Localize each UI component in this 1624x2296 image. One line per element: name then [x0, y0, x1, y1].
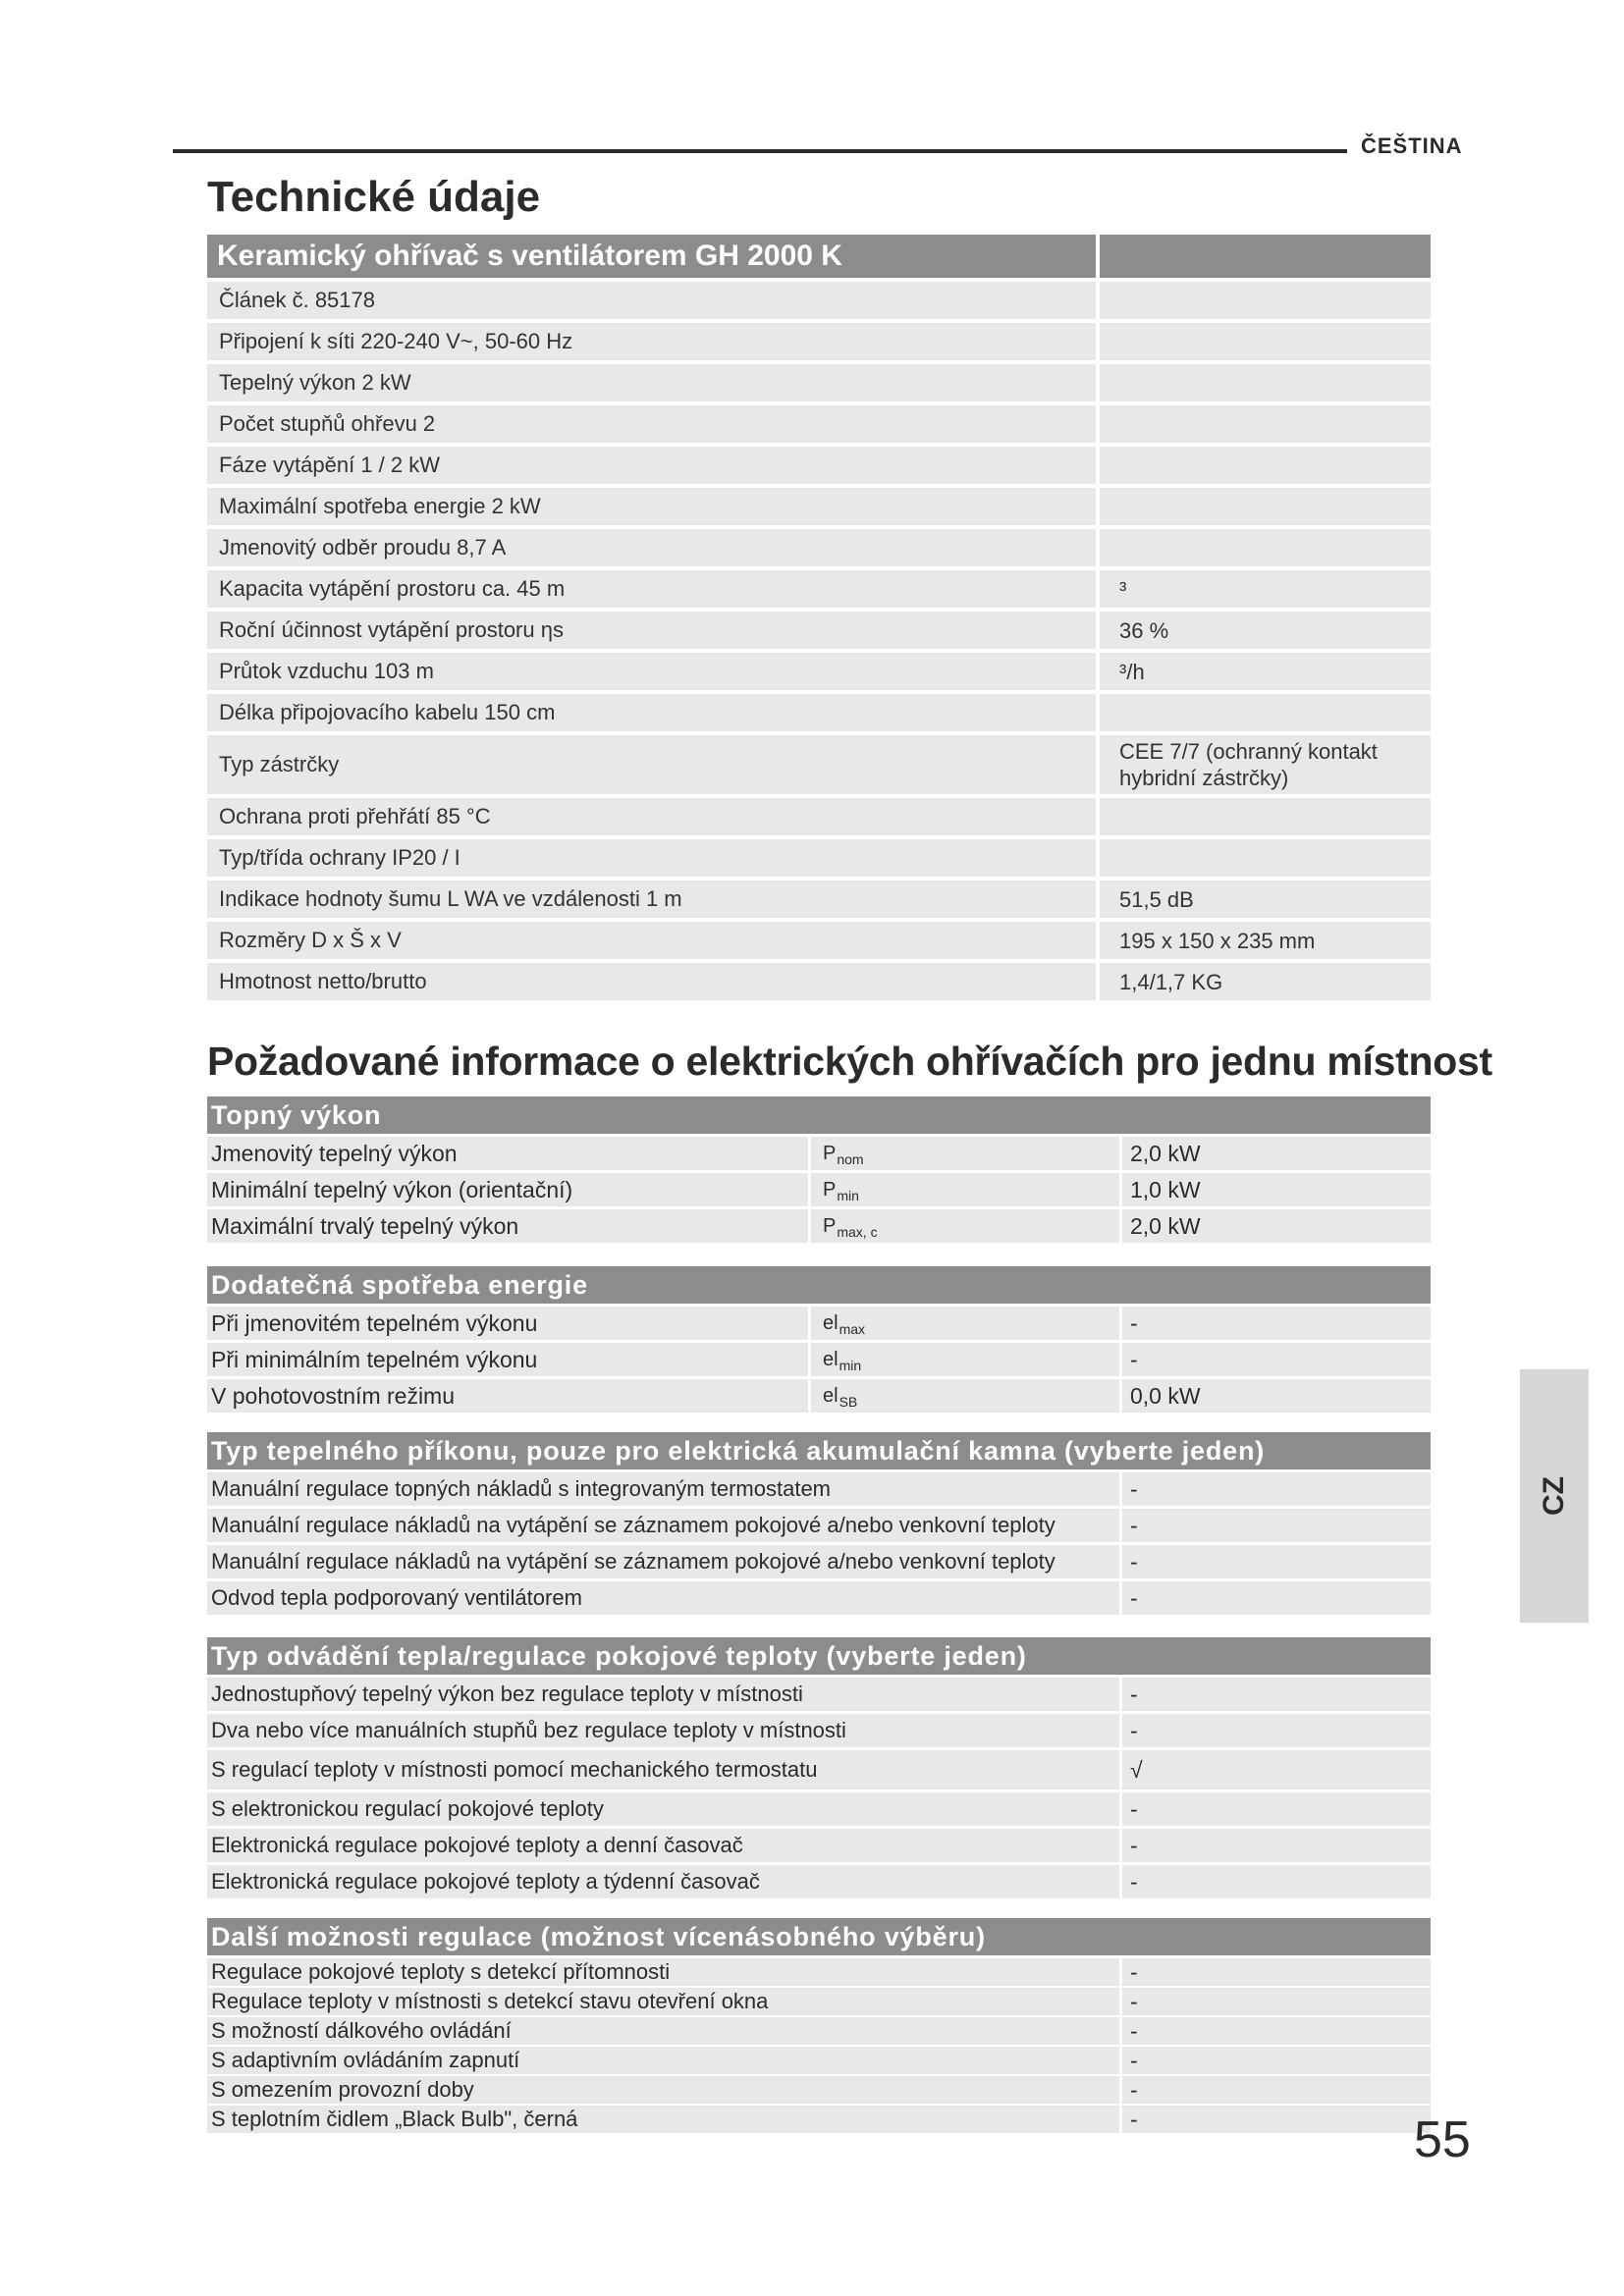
spec-value [1100, 488, 1431, 525]
spec-value [1100, 364, 1431, 401]
symbol-subscript: max [839, 1321, 866, 1337]
row-label: Při jmenovitém tepelném výkonu [207, 1307, 808, 1340]
table-row [207, 570, 1431, 608]
table-row [207, 1379, 1431, 1413]
row-label: Elektronická regulace pokojové teploty a denní časovač [207, 1829, 1119, 1862]
spec-value [1100, 405, 1431, 443]
table-row [207, 1343, 1431, 1376]
spec-label: Počet stupňů ohřevu 2 [207, 405, 1096, 443]
spec-value: 51,5 dB [1100, 881, 1431, 918]
other-options-title: Další možnosti regulace (možnost vícenásobného výběru) [207, 1918, 1431, 1955]
symbol-main: P [823, 1178, 837, 1201]
row-value: - [1122, 2047, 1431, 2074]
row-symbol [811, 1379, 1119, 1413]
table-row [207, 922, 1431, 959]
row-label: Maximální trvalý tepelný výkon [207, 1209, 808, 1243]
row-label: S teplotním čidlem „Black Bulb", černá [207, 2106, 1119, 2133]
spec-label: Hmotnost netto/brutto [207, 963, 1096, 1000]
row-label: Dva nebo více manuálních stupňů bez regulace teploty v místnosti [207, 1714, 1119, 1747]
table-row [207, 1545, 1431, 1578]
spec-value [1100, 447, 1431, 484]
row-value: - [1122, 2017, 1431, 2045]
table-row [207, 2076, 1431, 2104]
symbol-main: P [823, 1142, 837, 1164]
table-row [207, 881, 1431, 918]
spec-label: Jmenovitý odběr proudu 8,7 A [207, 529, 1096, 566]
spec-value: ³/h [1100, 653, 1431, 690]
section-title-erp: Požadované informace o elektrických ohřívačích pro jednu místnost [207, 1039, 1492, 1084]
table-row [207, 1307, 1431, 1340]
row-symbol [811, 1137, 1119, 1170]
aux-consumption-table [207, 1266, 1431, 1415]
spec-label: Připojení k síti 220-240 V~, 50-60 Hz [207, 323, 1096, 360]
row-value: 1,0 kW [1122, 1173, 1431, 1206]
spec-label: Délka připojovacího kabelu 150 cm [207, 694, 1096, 731]
spec-label: Článek č. 85178 [207, 282, 1096, 319]
temp-control-table [207, 1637, 1431, 1901]
technical-table-header [207, 235, 1431, 278]
table-row [207, 282, 1431, 319]
heat-input-table [207, 1432, 1431, 1618]
spec-label: Fáze vytápění 1 / 2 kW [207, 447, 1096, 484]
table-row [207, 798, 1431, 835]
table-row [207, 653, 1431, 690]
row-label: Při minimálním tepelném výkonu [207, 1343, 808, 1376]
table-row [207, 1714, 1431, 1747]
spec-label: Kapacita vytápění prostoru ca. 45 m [207, 570, 1096, 608]
row-symbol [811, 1307, 1119, 1340]
row-symbol [811, 1209, 1119, 1243]
spec-value: 1,4/1,7 KG [1100, 963, 1431, 1000]
spec-value [1100, 798, 1431, 835]
table-row [207, 323, 1431, 360]
other-options-table [207, 1918, 1431, 2135]
row-value: - [1122, 1988, 1431, 2015]
row-value: - [1122, 1678, 1431, 1711]
spec-value: 36 % [1100, 612, 1431, 649]
row-label: Manuální regulace nákladů na vytápění se záznamem pokojové a/nebo venkovní teploty [207, 1509, 1119, 1542]
heating-output-title: Topný výkon [207, 1096, 1431, 1134]
row-value: 2,0 kW [1122, 1209, 1431, 1243]
spec-value [1100, 694, 1431, 731]
row-value: - [1122, 1307, 1431, 1340]
row-label: S možností dálkového ovládání [207, 2017, 1119, 2045]
table-row [207, 1472, 1431, 1506]
table-row [207, 488, 1431, 525]
table-row [207, 364, 1431, 401]
row-label: Jmenovitý tepelný výkon [207, 1137, 808, 1170]
table-row [207, 529, 1431, 566]
row-label: S elektronickou regulací pokojové teploty [207, 1792, 1119, 1826]
row-label: V pohotovostním režimu [207, 1379, 808, 1413]
spec-value: CEE 7/7 (ochranný kontakt hybridní zástrčky) [1100, 735, 1431, 794]
row-value: 2,0 kW [1122, 1137, 1431, 1170]
table-row [207, 1509, 1431, 1542]
spec-label: Průtok vzduchu 103 m [207, 653, 1096, 690]
row-label: S omezením provozní doby [207, 2076, 1119, 2104]
spec-label: Roční účinnost vytápění prostoru ηs [207, 612, 1096, 649]
spec-label: Indikace hodnoty šumu L WA ve vzdálenosti 1 m [207, 881, 1096, 918]
row-value: - [1122, 1545, 1431, 1578]
symbol-main: el [823, 1384, 839, 1407]
spec-label: Typ zástrčky [207, 735, 1096, 794]
temp-control-title: Typ odvádění tepla/regulace pokojové teploty (vyberte jeden) [207, 1637, 1431, 1675]
symbol-subscript: min [837, 1188, 859, 1203]
row-value: 0,0 kW [1122, 1379, 1431, 1413]
row-value: - [1122, 1792, 1431, 1826]
table-row [207, 1865, 1431, 1898]
language-label: ČEŠTINA [1361, 133, 1463, 158]
table-row [207, 447, 1431, 484]
section-title-technical: Technické údaje [207, 173, 541, 221]
heating-output-table [207, 1096, 1431, 1246]
table-row [207, 1792, 1431, 1826]
spec-label: Ochrana proti přehřátí 85 °C [207, 798, 1096, 835]
spec-value [1100, 323, 1431, 360]
header-rule [173, 149, 1347, 153]
spec-value: 195 x 150 x 235 mm [1100, 922, 1431, 959]
spec-value: ³ [1100, 570, 1431, 608]
symbol-subscript: nom [837, 1151, 864, 1167]
row-label: Odvod tepla podporovaný ventilátorem [207, 1581, 1119, 1615]
row-label: S regulací teploty v místnosti pomocí mechanického termostatu [207, 1750, 1119, 1789]
row-symbol [811, 1173, 1119, 1206]
symbol-main: el [823, 1348, 839, 1370]
table-row [207, 1988, 1431, 2015]
row-value: - [1122, 1829, 1431, 1862]
table-row [207, 2047, 1431, 2074]
language-side-tab-label: CZ [1538, 1476, 1570, 1516]
table-row [207, 735, 1431, 794]
table-row [207, 1581, 1431, 1615]
heat-input-title: Typ tepelného příkonu, pouze pro elektrická akumulační kamna (vyberte jeden) [207, 1432, 1431, 1469]
table-row [207, 839, 1431, 877]
row-label: Jednostupňový tepelný výkon bez regulace teploty v místnosti [207, 1678, 1119, 1711]
symbol-subscript: max, c [837, 1224, 878, 1240]
spec-label: Maximální spotřeba energie 2 kW [207, 488, 1096, 525]
spec-label: Rozměry D x Š x V [207, 922, 1096, 959]
row-value: - [1122, 1509, 1431, 1542]
spec-label: Typ/třída ochrany IP20 / I [207, 839, 1096, 877]
row-label: Elektronická regulace pokojové teploty a týdenní časovač [207, 1865, 1119, 1898]
row-label: Regulace teploty v místnosti s detekcí stavu otevření okna [207, 1988, 1119, 2015]
technical-table-title: Keramický ohřívač s ventilátorem GH 2000 K [207, 235, 1096, 278]
row-value: - [1122, 1581, 1431, 1615]
row-value: - [1122, 1714, 1431, 1747]
row-value: - [1122, 1343, 1431, 1376]
row-value: - [1122, 1958, 1431, 1986]
row-label: Minimální tepelný výkon (orientační) [207, 1173, 808, 1206]
spec-label: Tepelný výkon 2 kW [207, 364, 1096, 401]
table-row [207, 2106, 1431, 2133]
table-row [207, 612, 1431, 649]
table-row [207, 1209, 1431, 1243]
symbol-main: el [823, 1311, 839, 1334]
table-row [207, 2017, 1431, 2045]
table-row [207, 1829, 1431, 1862]
spec-value [1100, 839, 1431, 877]
table-row [207, 405, 1431, 443]
table-row [207, 694, 1431, 731]
row-label: Manuální regulace topných nákladů s integrovaným termostatem [207, 1472, 1119, 1506]
spec-value [1100, 529, 1431, 566]
row-label: Regulace pokojové teploty s detekcí přítomnosti [207, 1958, 1119, 1986]
aux-consumption-title: Dodatečná spotřeba energie [207, 1266, 1431, 1304]
row-value: √ [1122, 1750, 1431, 1789]
row-value: - [1122, 1865, 1431, 1898]
row-label: Manuální regulace nákladů na vytápění se záznamem pokojové a/nebo venkovní teploty [207, 1545, 1119, 1578]
row-value: - [1122, 2076, 1431, 2104]
table-row [207, 1678, 1431, 1711]
row-value: - [1122, 1472, 1431, 1506]
spec-value [1100, 282, 1431, 319]
symbol-main: P [823, 1214, 837, 1237]
row-symbol [811, 1343, 1119, 1376]
symbol-subscript: min [839, 1358, 862, 1373]
table-row [207, 1173, 1431, 1206]
row-label: S adaptivním ovládáním zapnutí [207, 2047, 1119, 2074]
table-row [207, 1750, 1431, 1789]
table-row [207, 1137, 1431, 1170]
table-row [207, 963, 1431, 1000]
page-number: 55 [1414, 2111, 1471, 2168]
symbol-subscript: SB [839, 1394, 858, 1410]
row-value: - [1122, 2106, 1431, 2133]
technical-table-header-empty [1100, 235, 1431, 278]
technical-table [207, 235, 1431, 1004]
table-row [207, 1958, 1431, 1986]
language-side-tab [1520, 1369, 1589, 1623]
